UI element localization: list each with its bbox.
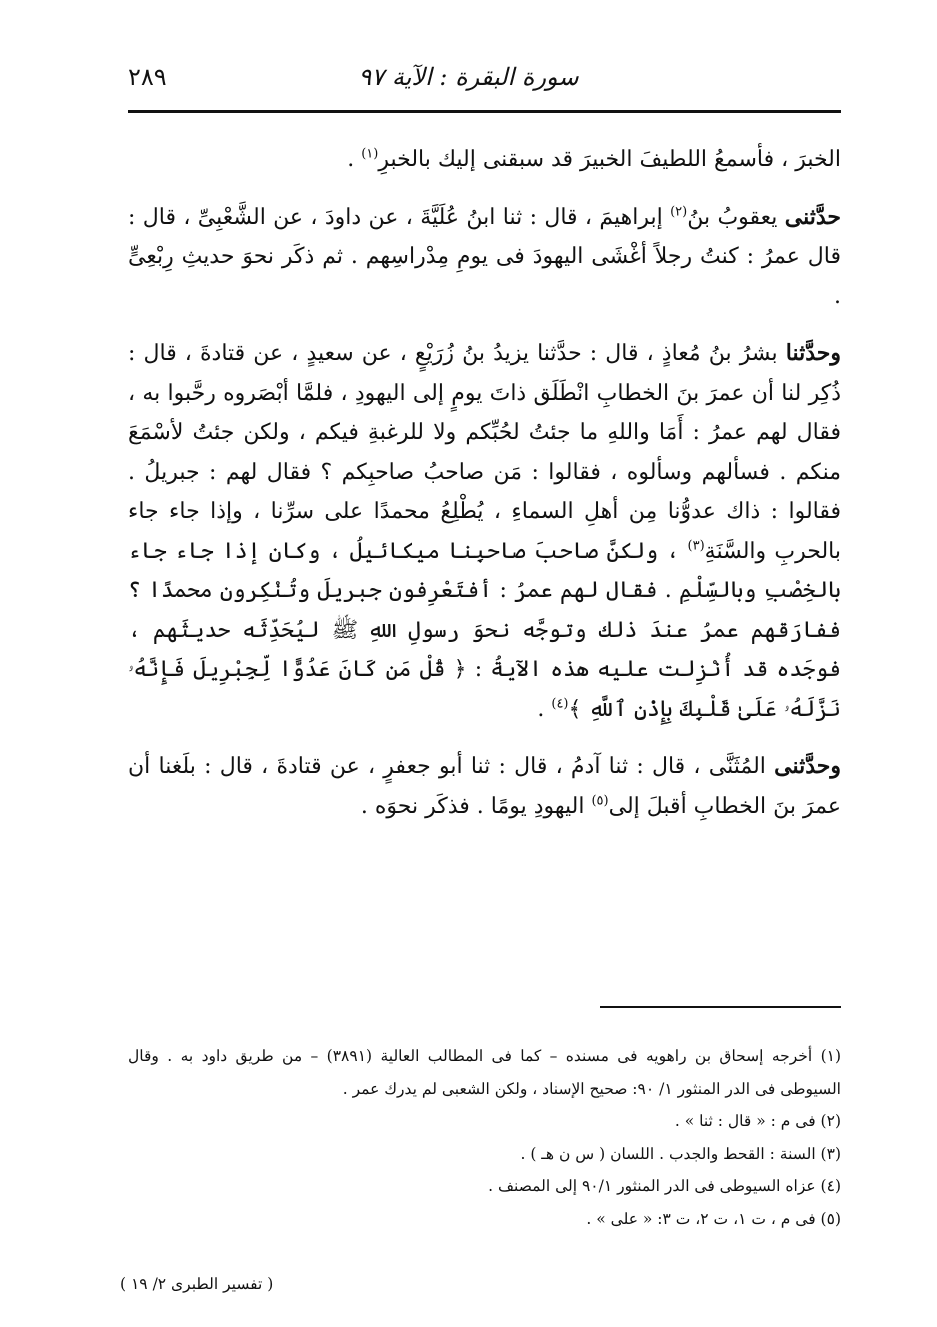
body-text xyxy=(128,140,841,844)
paragraph-4 xyxy=(128,747,841,826)
paragraph-1-end: . xyxy=(347,147,362,172)
footnotes xyxy=(128,1040,841,1235)
paragraph-1-text: الخبرَ ، فأسمعُ اللطيفَ الخبيرَ قد سبقنى إليك بالخبرِ xyxy=(378,147,841,172)
footnote-3: (٣) السنة : القحط والجدب . اللسان ( س ن هـ ) . xyxy=(520,1144,841,1163)
paragraph-2 xyxy=(128,198,841,317)
paragraph-3-text-a: بشرُ بنُ مُعاذٍ ، قال : حدَّثنا يزيدُ بنُ زُرَيْعٍ ، عن سعيدٍ ، عن قتادةَ ، قال : ذُكِر لنا أن عمرَ بنَ الخطابِ انْطَلَق ذاتَ يومٍ إلى اليهودِ ، فلمَّا أبْصَروه رحَّبوا به ، فقال لهم عمرُ : أَمَا واللهِ ما جئتُ لحُبِّكم ولا للرغبةِ فيكم ، ولكن جئتُ لأسْمَعَ منكم . فسألهم وسألوه ، فقالوا : مَن صاحبُ صاحبِكم ؟ فقال لهم : جبريلُ . فقالوا : ذاك عدوُّنا مِن أهلِ السماءِ ، يُطْلِعُ محمدًا على سرِّنا ، وإذا جاء جاء بالحربِ والسَّنَةِ xyxy=(128,341,841,564)
paragraph-2-text-b: إبراهيمَ ، قال : ثنا ابنُ عُلَيَّةَ ، عن داودَ ، عن الشَّعْبِىِّ ، قال : قال عمرُ : كنتُ رجلاً أغْشَى اليهودَ فى يومِ مِدْراسِهم . ثم ذكَر نحوَ حديثِ رِبْعِىٍّ . xyxy=(128,204,841,309)
paragraph-2-lead: حدَّثنى xyxy=(784,203,841,230)
paragraph-4-text-b: اليهودِ يومًا . فذكَر نحوَه . xyxy=(360,793,592,819)
footnote-ref-5: (٥) xyxy=(591,793,609,809)
paragraph-3-end: . xyxy=(537,696,552,722)
running-title: سورة البقرة : الآية ٩٧ xyxy=(358,63,579,91)
footnote-4: (٤) عزاه السيوطى فى الدر المنثور ٩٠/١ إلى المصنف . xyxy=(488,1177,841,1195)
paragraph-4-text-a: المُثَنَّى ، قال : ثنا آدمُ ، قال : ثنا أبو جعفرٍ ، عن قتادةَ ، قال : بلَغنا أن عمرَ بنَ الخطابِ أقبلَ إلى xyxy=(128,754,841,819)
footnote-1: (١) أخرجه إسحاق بن راهويه فى مسنده – كما فى المطالب العالية (٣٨٩١) – من طريق داود به . وقال السيوطى فى الدر المنثور ١/ ٩٠: صحيح الإسناد ، ولكن الشعبى لم يدرك عمر . xyxy=(128,1047,842,1098)
footnote-rule xyxy=(600,1006,841,1008)
footnote-ref-2: (٢) xyxy=(670,204,688,220)
paragraph-3-lead: وحدَّثنا xyxy=(785,340,841,366)
volume-note: ( تفسير الطبرى ٢/ ١٩ ) xyxy=(120,1275,274,1293)
paragraph-2-text-a: يعقوبُ بنُ xyxy=(687,204,785,230)
paragraph-3-text-b: ، ولكنَّ صاحبَ صاحبِنا ميكائيلُ ، وكان إذا جاء جاء بالخِصْبِ وبالسِّلْمِ . فقال لهم عمرُ : أفتَعْرِفون جبريلَ وتُنْكِرون محمدًا ؟ ففارَقهم عمرُ عندَ ذلك وتوجَّه نحوَ رسولِ اللهِ ﷺ ليُحَدِّثَه حديثَهم ، فوجَده قد أُنْزِلت عليه هذه الآيةُ : ﴿ قُلْ مَن كَانَ عَدُوًّا لِّجِبْرِيلَ فَإِنَّهُۥ نَزَّلَهُۥ عَلَىٰ قَلْبِكَ بِإِذْنِ ٱللَّهِ ﴾ xyxy=(128,538,841,722)
footnote-ref-4: (٤) xyxy=(551,696,569,712)
page-number: ٢٨٩ xyxy=(128,63,167,91)
header-rule xyxy=(128,110,841,113)
footnote-ref-3: (٣) xyxy=(687,538,705,554)
footnote-5: (٥) فى م ، ت ١، ت ٢، ت ٣: « على » . xyxy=(586,1209,841,1228)
footnote-ref-1: (١) xyxy=(361,146,379,162)
footnote-2: (٢) فى م : « قال : ثنا » . xyxy=(674,1112,841,1130)
paragraph-1 xyxy=(128,140,841,180)
paragraph-4-lead: وحدَّثنى xyxy=(774,753,841,779)
paragraph-3 xyxy=(128,334,841,729)
